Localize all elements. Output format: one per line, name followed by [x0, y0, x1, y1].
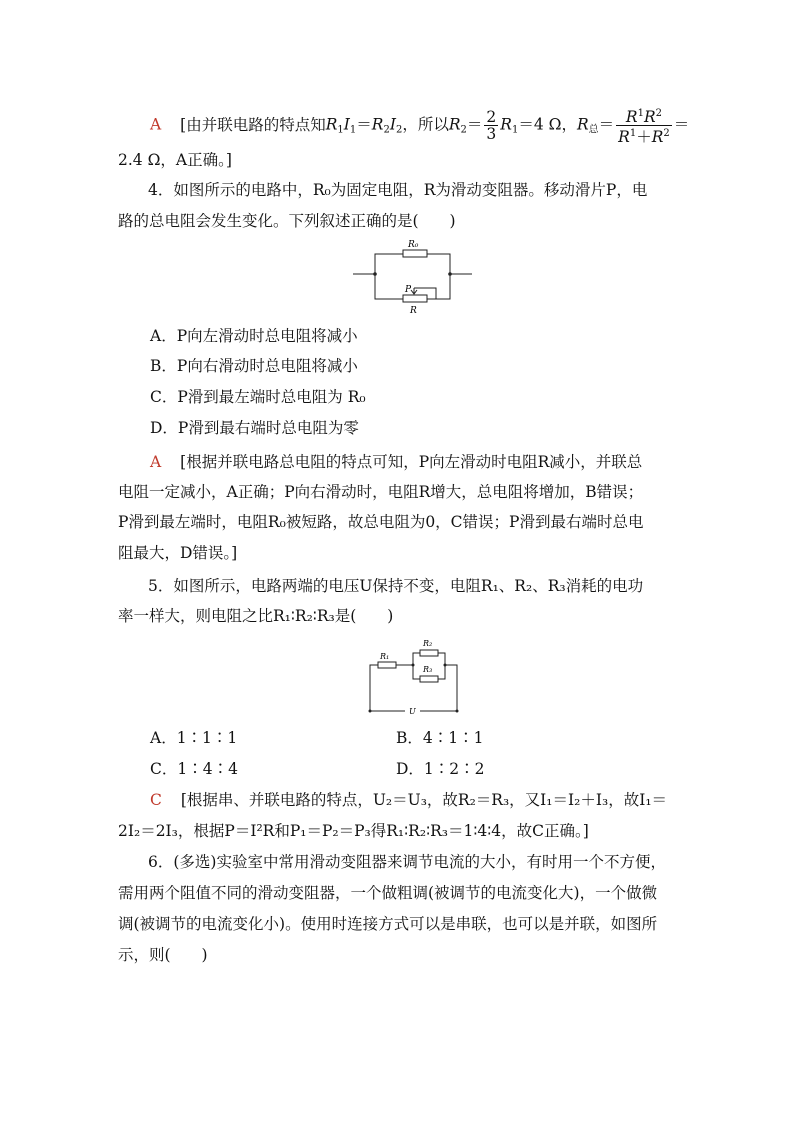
- q5-option-a: A．1∶1∶1: [150, 729, 238, 747]
- q4-fig-label-r: R: [410, 306, 417, 315]
- q4-explain-line2: 电阻一定减小，A正确；P向右滑动时，电阻R增大，总电阻将增加，B错误；: [118, 483, 644, 501]
- q5-explain-line1: [根据串、并联电路的特点，U₂＝U₃，故R₂＝R₃，又I₁＝I₂＋I₃，故I₁＝: [180, 791, 668, 809]
- q6-stem-line2: 需用两个阻值不同的滑动变阻器，一个做粗调(被调节的电流变化大)，一个做微: [118, 884, 658, 902]
- q4-circuit-diagram: [350, 235, 475, 315]
- q3-fraction-parallel: $\frac{R^1R^2}{R^1+R^2}$: [618, 108, 670, 146]
- q3-answer-letter: A: [150, 115, 162, 134]
- q3-fraction-2-3: $\frac{2}{3}$: [486, 108, 497, 143]
- q5-option-c: C．1∶4∶4: [150, 760, 238, 778]
- q3-answer-line: A [由并联电路的特点知$R_1I_1=R_2I_2$，所以$R_2=$ $\frac{2}{3}$ $R_1=4$ Ω，$R_总=$ $\frac{R^1R^2}{R^1+R^2}$ ＝: [150, 108, 690, 146]
- q4-explain-line3: P滑到最左端时，电阻R₀被短路，故总电阻为0，C错误；P滑到最右端时总电: [118, 513, 644, 531]
- q4-option-d: D．P滑到最右端时总电阻为零: [150, 419, 359, 437]
- q3-explain-part2: ，所以: [402, 115, 449, 134]
- q3-explain-part3: ＝4 Ω，: [518, 115, 577, 134]
- q5-option-b: B．4∶1∶1: [396, 729, 484, 747]
- q4-stem-line1: 4．如图所示的电路中，R₀为固定电阻，R为滑动变阻器。移动滑片P，电: [148, 181, 648, 199]
- q5-answer-line: [150, 790, 667, 810]
- q6-stem-line3: 调(被调节的电流变化小)。使用时连接方式可以是串联，也可以是并联，如图所: [118, 915, 658, 933]
- q4-option-a: A．P向左滑动时总电阻将减小: [150, 327, 358, 345]
- q4-stem-line2: 路的总电阻会发生变化。下列叙述正确的是( ): [118, 212, 456, 230]
- q5-stem-line1: 5．如图所示，电路两端的电压U保持不变，电阻R₁、R₂、R₃消耗的电功: [148, 577, 644, 595]
- q4-fig-label-p: P: [405, 285, 412, 295]
- q5-stem-line2: 率一样大，则电阻之比R₁∶R₂∶R₃是( ): [118, 607, 394, 625]
- q4-answer-letter: A: [150, 453, 162, 471]
- q5-fig-label-r1: R₁: [380, 652, 390, 661]
- q5-circuit-diagram: [360, 633, 465, 718]
- q5-option-d: D．1∶2∶2: [396, 760, 485, 778]
- q5-answer-letter: C: [150, 791, 162, 809]
- q5-explain-line2: 2I₂＝2I₃，根据P＝I²R和P₁＝P₂＝P₃得R₁∶R₂∶R₃＝1∶4∶4，故C正确。]: [118, 822, 589, 840]
- q5-fig-label-r2: R₂: [423, 639, 433, 648]
- q3-explain-part1: [由并联电路的特点知: [180, 115, 326, 134]
- q4-fig-label-r0: R₀: [408, 240, 419, 250]
- q5-fig-label-r3: R₃: [423, 665, 433, 674]
- q4-answer-line: [150, 452, 642, 472]
- q4-option-c: C．P滑到最左端时总电阻为 R₀: [150, 388, 366, 406]
- q4-option-b: B．P向右滑动时总电阻将减小: [150, 357, 358, 375]
- q6-stem-line1: 6．(多选)实验室中常用滑动变阻器来调节电流的大小，有时用一个不方便，: [148, 853, 666, 871]
- q4-explain-line4: 阻最大，D错误。]: [118, 544, 238, 562]
- q5-fig-label-u: U: [409, 707, 416, 716]
- q6-stem-line4: 示，则( ): [118, 946, 208, 964]
- q4-explain-line1: [根据并联电路总电阻的特点可知，P向左滑动时电阻R减小，并联总: [180, 453, 643, 471]
- q3-explain-line2: 2.4 Ω，A正确。]: [118, 151, 232, 169]
